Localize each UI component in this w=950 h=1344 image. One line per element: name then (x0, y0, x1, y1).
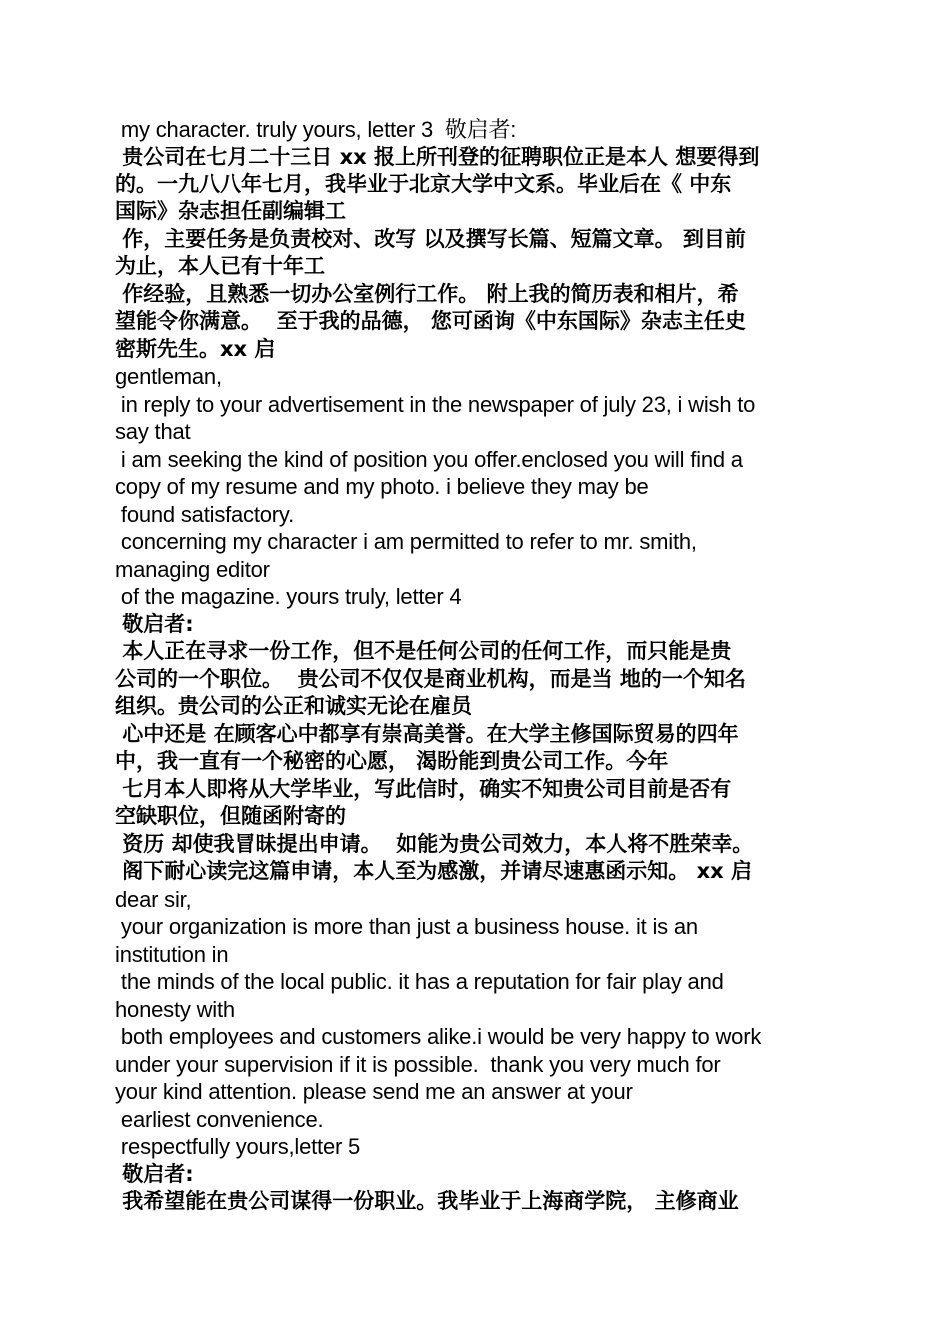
text-line: the minds of the local public. it has a reputation for fair play and (115, 969, 724, 994)
text-line: i am seeking the kind of position you offer.enclosed you will find a (115, 447, 743, 472)
text-line: honesty with (115, 997, 235, 1022)
text-line: 为止，本人已有十年工 (115, 254, 325, 278)
text-line: my character. truly yours, letter 3 敬启者: (115, 117, 517, 142)
text-line: managing editor (115, 557, 270, 582)
text-line: 敬启者: (115, 612, 194, 636)
text-line: 资历 却使我冒昧提出申请。 如能为贵公司效力，本人将不胜荣幸。 (115, 832, 754, 856)
text-line: 贵公司在七月二十三日 xx 报上所刊登的征聘职位正是本人 想要得到 (115, 145, 760, 169)
text-line: respectfully yours,letter 5 (115, 1134, 361, 1159)
text-line: of the magazine. yours truly, letter 4 (115, 584, 462, 609)
text-line: both employees and customers alike.i would be very happy to work (115, 1024, 762, 1049)
text-line: 我希望能在贵公司谋得一份职业。我毕业于上海商学院， 主修商业 (115, 1189, 739, 1213)
text-line: in reply to your advertisement in the newspaper of july 23, i wish to (115, 392, 756, 417)
text-line: 公司的一个职位。 贵公司不仅仅是商业机构，而是当 地的一个知名 (115, 667, 746, 691)
text-line: found satisfactory. (115, 502, 295, 527)
text-line: 作，主要任务是负责校对、改写 以及撰写长篇、短篇文章。 到目前 (115, 227, 746, 251)
text-line: 密斯先生。xx 启 (115, 337, 276, 361)
text-line: earliest convenience. (115, 1107, 324, 1132)
text-line: 组织。贵公司的公正和诚实无论在雇员 (115, 694, 472, 718)
text-line: 本人正在寻求一份工作，但不是任何公司的任何工作，而只能是贵 (115, 639, 732, 663)
text-line: say that (115, 419, 191, 444)
text-line: dear sir, (115, 887, 192, 912)
text-line: 的。一九八八年七月，我毕业于北京大学中文系。毕业后在《 中东 (115, 172, 732, 196)
text-line: institution in (115, 942, 229, 967)
text-line: concerning my character i am permitted to refer to mr. smith, (115, 529, 697, 554)
text-line: copy of my resume and my photo. i believe they may be (115, 474, 649, 499)
text-line: your organization is more than just a business house. it is an (115, 914, 698, 939)
text-line: 望能令你满意。 至于我的品德， 您可函询《中东国际》杂志主任史 (115, 309, 746, 333)
text-line: 中，我一直有一个秘密的心愿， 渴盼能到贵公司工作。今年 (115, 749, 669, 773)
text-line: gentleman, (115, 364, 222, 389)
text-line: 七月本人即将从大学毕业，写此信时，确实不知贵公司目前是否有 (115, 777, 732, 801)
text-line: 作经验，且熟悉一切办公室例行工作。 附上我的简历表和相片，希 (115, 282, 739, 306)
text-line: 心中还是 在顾客心中都享有崇高美誉。在大学主修国际贸易的四年 (115, 722, 739, 746)
text-line: under your supervision if it is possible. thank you very much for (115, 1052, 721, 1077)
text-line: 空缺职位，但随函附寄的 (115, 804, 346, 828)
text-line: 国际》杂志担任副编辑工 (115, 199, 346, 223)
text-line: your kind attention. please send me an answer at your (115, 1079, 633, 1104)
text-line: 敬启者: (115, 1162, 194, 1186)
text-line: 阁下耐心读完这篇申请，本人至为感激，并请尽速惠函示知。 xx 启 (115, 859, 753, 883)
